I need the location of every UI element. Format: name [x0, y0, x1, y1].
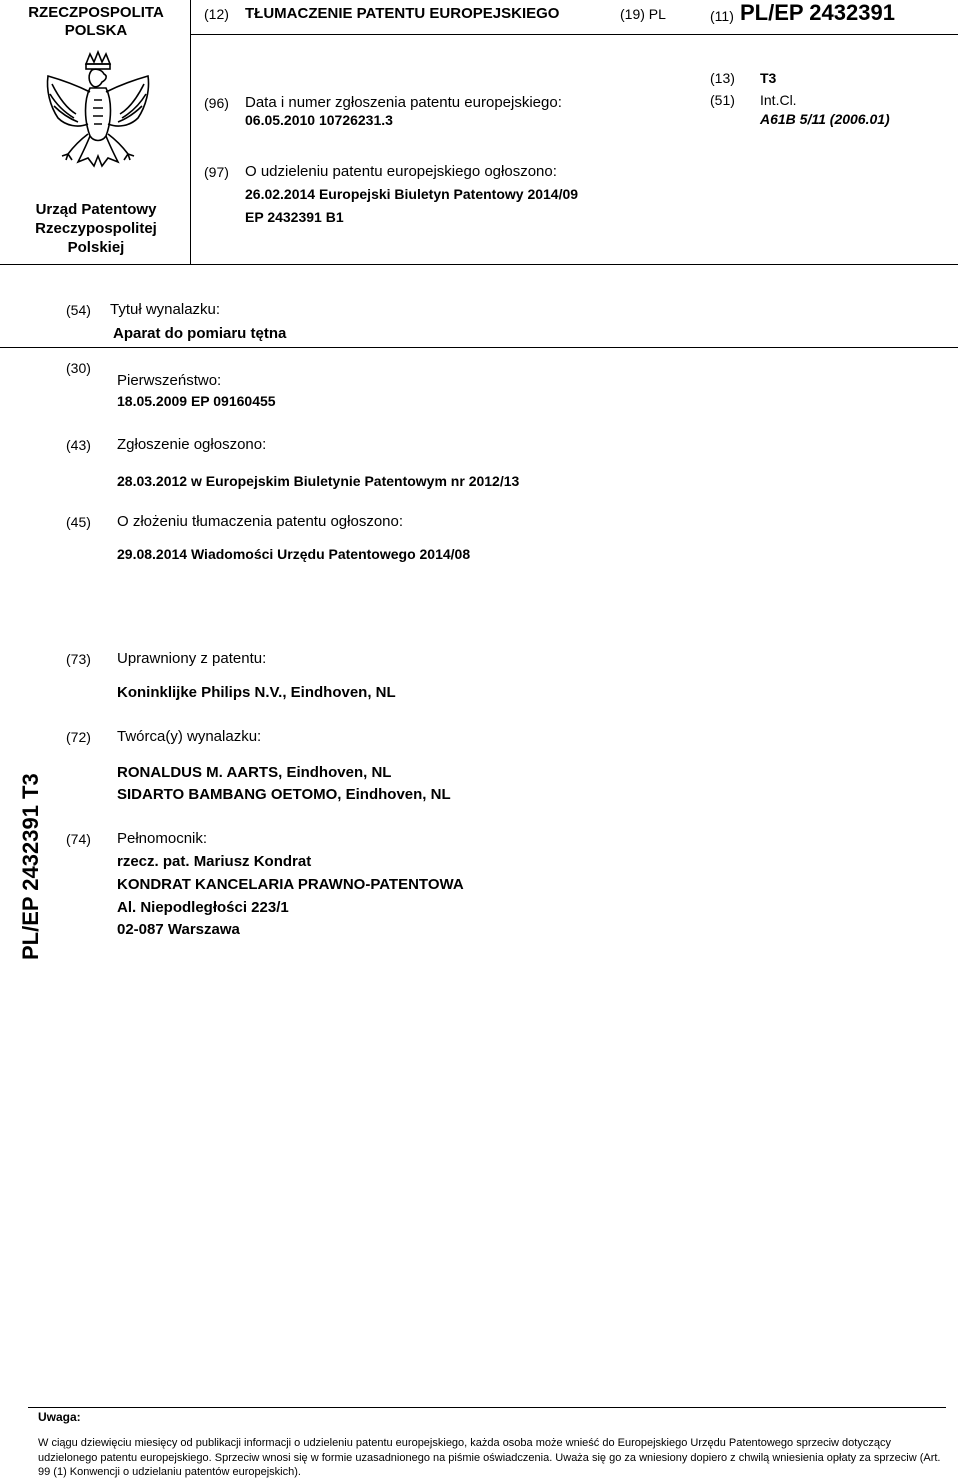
code-11: (11): [710, 8, 734, 24]
inventor-1: RONALDUS M. AARTS, Eindhoven, NL: [117, 764, 392, 781]
title-label: Tytuł wynalazku:: [110, 301, 221, 318]
office-line-3: Polskiej: [67, 239, 125, 256]
invention-title: Aparat do pomiaru tętna: [113, 325, 287, 342]
code-74: (74): [66, 831, 91, 847]
country-line-1: RZECZPOSPOLITA: [28, 4, 164, 21]
patent-office-name: [20, 200, 172, 257]
attorney-line-3: Al. Niepodległości 223/1: [117, 899, 289, 916]
code-12: (12): [204, 6, 229, 22]
translation-value: 29.08.2014 Wiadomości Urzędu Patentowego 2014/08: [117, 546, 471, 562]
eagle-icon: [38, 50, 158, 185]
grant-value-1: 26.02.2014 Europejski Biuletyn Patentowy 2014/09: [245, 186, 579, 202]
attorney-line-2: KONDRAT KANCELARIA PRAWNO-PATENTOWA: [117, 876, 464, 893]
notice-top-rule: [28, 1407, 946, 1408]
grant-value-2: EP 2432391 B1: [245, 209, 344, 225]
code-13: (13): [710, 70, 735, 86]
publication-value: 28.03.2012 w Europejskim Biuletynie Patentowym nr 2012/13: [117, 473, 520, 489]
code-30: (30): [66, 360, 91, 376]
code-72: (72): [66, 729, 91, 745]
inventor-2: SIDARTO BAMBANG OETOMO, Eindhoven, NL: [117, 786, 451, 803]
code-51: (51): [710, 92, 735, 108]
code-43: (43): [66, 437, 91, 453]
title-rule: [0, 347, 958, 348]
notice-title: Uwaga:: [38, 1410, 81, 1424]
publication-label: Zgłoszenie ogłoszono:: [117, 436, 267, 453]
proprietor-label: Uprawniony z patentu:: [117, 650, 267, 667]
country-line-2: POLSKA: [64, 22, 128, 39]
inventors-label: Twórca(y) wynalazku:: [117, 728, 262, 745]
attorney-line-1: rzecz. pat. Mariusz Kondrat: [117, 853, 312, 870]
code-96: (96): [204, 95, 229, 111]
document-type: TŁUMACZENIE PATENTU EUROPEJSKIEGO: [245, 5, 560, 22]
patent-number: PL/EP 2432391: [740, 0, 895, 25]
translation-label: O złożeniu tłumaczenia patentu ogłoszono:: [117, 513, 404, 530]
application-value: 06.05.2010 10726231.3: [245, 112, 393, 128]
code-54: (54): [66, 302, 91, 318]
application-label: Data i numer zgłoszenia patentu europejskiego:: [245, 94, 562, 111]
priority-value: 18.05.2009 EP 09160455: [117, 393, 276, 409]
side-patent-code: PL/EP 2432391 T3: [18, 773, 43, 960]
code-45: (45): [66, 514, 91, 530]
header-vertical-divider: [190, 0, 191, 264]
eagle-emblem: [38, 50, 158, 185]
intcl-label: Int.Cl.: [760, 92, 797, 108]
header-top-rule: [190, 34, 958, 35]
attorney-label: Pełnomocnik:: [117, 830, 208, 847]
priority-label: Pierwszeństwo:: [117, 372, 222, 389]
proprietor-value: Koninklijke Philips N.V., Eindhoven, NL: [117, 684, 396, 701]
office-line-1: Urząd Patentowy: [35, 201, 157, 218]
country-name: [20, 4, 172, 40]
notice-text: W ciągu dziewięciu miesięcy od publikacji informacji o udzieleniu patentu europejskiego, każda osoba może wnieść do Europejskiego Urzędu Patentowego sprzeciw dotyczący udzielonego patentu europejskiego. Sprzeciw wnosi się w formie uzasadnionego na piśmie oświadczenia. Uważa się go za wniesiony dopiero z chwilą wniesienia opłaty za sprzeciw (Art. 99 (1) Konwencji o udzielaniu patentów europejskich).: [38, 1437, 941, 1478]
code-73: (73): [66, 651, 91, 667]
intcl-value: A61B 5/11 (2006.01): [760, 111, 890, 127]
attorney-line-4: 02-087 Warszawa: [117, 921, 240, 938]
code-19: (19) PL: [620, 6, 666, 22]
office-line-2: Rzeczypospolitej: [35, 220, 157, 237]
grant-label: O udzieleniu patentu europejskiego ogłoszono:: [245, 163, 557, 180]
header-bottom-rule: [0, 264, 958, 265]
kind-code: T3: [760, 70, 777, 86]
code-97: (97): [204, 164, 229, 180]
